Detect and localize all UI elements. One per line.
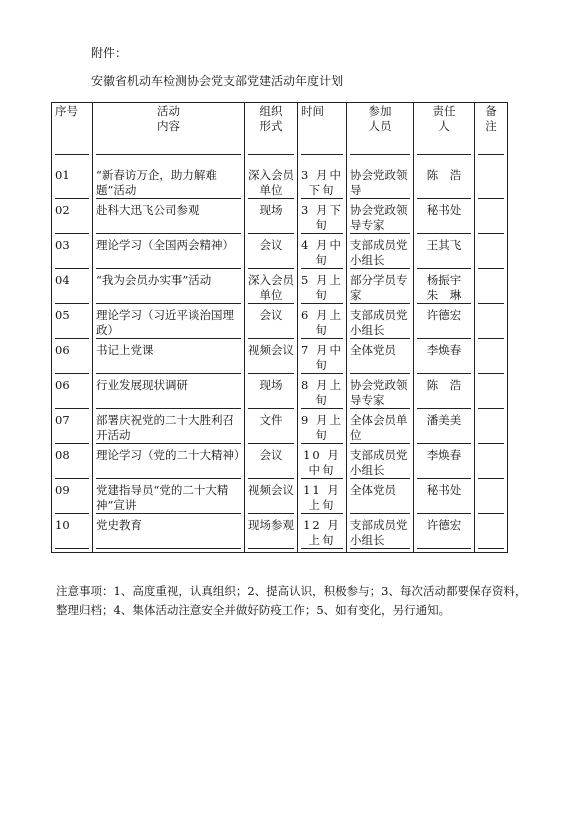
remarks <box>478 483 504 514</box>
remarks <box>478 203 504 234</box>
remarks <box>478 413 504 444</box>
table-row <box>52 517 508 553</box>
row-index: 07 <box>55 413 89 444</box>
responsible-person: 王其飞 <box>417 238 471 269</box>
organization-format: 文件 <box>248 413 294 444</box>
row-index: 01 <box>55 168 89 199</box>
participants: 部分学员专家 <box>350 273 410 304</box>
row-index: 05 <box>55 308 89 339</box>
activity-content: 行业发展现状调研 <box>96 378 241 409</box>
row-index: 02 <box>55 203 89 234</box>
activity-content: 部署庆祝党的二十大胜利召开活动 <box>96 413 241 444</box>
header-activity: 活动 内容 <box>96 104 241 155</box>
table-row <box>52 272 508 307</box>
organization-format: 会议 <box>248 448 294 479</box>
document-title: 安徽省机动车检测协会党支部党建活动年度计划 <box>91 74 344 88</box>
table-row <box>52 482 508 517</box>
time: 5 月上旬 <box>301 273 343 302</box>
table-row <box>52 412 508 447</box>
time: 12 月上旬 <box>301 518 343 549</box>
time: 9 月上旬 <box>301 413 343 442</box>
remarks <box>478 378 504 409</box>
table-row <box>52 342 508 377</box>
activity-content: “新春访万企，助力解难题”活动 <box>96 168 241 199</box>
participants: 全体会员单位 <box>350 413 410 444</box>
table-row <box>52 307 508 342</box>
remarks <box>478 343 504 374</box>
organization-format: 现场 <box>248 203 294 234</box>
remarks <box>478 518 504 549</box>
responsible-person: 李焕春 <box>417 343 471 374</box>
remarks <box>478 448 504 479</box>
header-format: 组织 形式 <box>248 104 294 155</box>
remarks <box>478 273 504 304</box>
table-row <box>52 447 508 482</box>
time: 7 月中旬 <box>301 343 343 372</box>
table-row <box>52 237 508 272</box>
time: 10 月中旬 <box>301 448 343 479</box>
row-index: 03 <box>55 238 89 269</box>
responsible-person: 潘美美 <box>417 413 471 444</box>
organization-format: 现场 <box>248 378 294 409</box>
organization-format: 现场参观 <box>248 518 294 549</box>
organization-format: 会议 <box>248 238 294 269</box>
responsible-person: 李焕春 <box>417 448 471 479</box>
activity-content: 赴科大迅飞公司参观 <box>96 203 241 234</box>
organization-format: 深入会员单位 <box>248 168 294 197</box>
table-header-row <box>52 103 508 162</box>
header-responsible: 责任 人 <box>417 104 471 155</box>
row-index: 06 <box>55 378 89 409</box>
activity-content: 理论学习（全国两会精神） <box>96 238 241 269</box>
row-index: 10 <box>55 518 89 549</box>
attachment-label: 附件： <box>91 46 128 60</box>
activity-content: 理论学习（党的二十大精神） <box>96 448 241 479</box>
remarks <box>478 238 504 269</box>
organization-format: 视频会议 <box>248 343 294 374</box>
activity-content: 书记上党课 <box>96 343 241 374</box>
activity-plan-table <box>51 102 508 553</box>
responsible-person: 杨振宇 朱 琳 <box>417 273 471 304</box>
time: 8 月上旬 <box>301 378 343 407</box>
row-index: 06 <box>55 343 89 374</box>
responsible-person: 陈 浩 <box>417 378 471 409</box>
header-index: 序号 <box>55 104 89 155</box>
responsible-person: 陈 浩 <box>417 168 471 199</box>
responsible-person: 许德宏 <box>417 518 471 549</box>
time: 4 月中旬 <box>301 238 343 267</box>
header-participants: 参加 人员 <box>350 104 410 155</box>
participants: 支部成员党小组长 <box>350 448 410 479</box>
table-row <box>52 377 508 412</box>
participants: 协会党政领导专家 <box>350 203 410 234</box>
remarks <box>478 168 504 199</box>
time: 3 月中下旬 <box>301 168 343 197</box>
participants: 全体党员 <box>350 343 410 374</box>
header-remarks: 备 注 <box>478 104 504 155</box>
time: 6 月上旬 <box>301 308 343 337</box>
participants: 协会党政领导专家 <box>350 378 410 409</box>
organization-format: 会议 <box>248 308 294 339</box>
activity-content: 党建指导员“党的二十大精神”宣讲 <box>96 483 241 514</box>
activity-content: “我为会员办实事”活动 <box>96 273 241 304</box>
participants: 全体党员 <box>350 483 410 514</box>
time: 3 月下旬 <box>301 203 343 232</box>
notes-paragraph: 注意事项：1、高度重视，认真组织；2、提高认识，积极参与；3、每次活动都要保存资料，整理归档；4、集体活动注意安全并做好防疫工作；5、如有变化，另行通知。 <box>56 584 527 617</box>
organization-format: 视频会议 <box>248 483 294 514</box>
activity-content: 党史教育 <box>96 518 241 549</box>
activity-content: 理论学习（习近平谈治国理政） <box>96 308 241 339</box>
row-index: 04 <box>55 273 89 304</box>
time: 11 月上旬 <box>301 483 343 514</box>
responsible-person: 许德宏 <box>417 308 471 339</box>
participants: 协会党政领导 <box>350 168 410 199</box>
remarks <box>478 308 504 339</box>
participants: 支部成员党小组长 <box>350 308 410 339</box>
table-row <box>52 202 508 237</box>
table-row <box>52 167 508 202</box>
organization-format: 深入会员单位 <box>248 273 294 302</box>
responsible-person: 秘书处 <box>417 483 471 514</box>
row-index: 09 <box>55 483 89 514</box>
responsible-person: 秘书处 <box>417 203 471 234</box>
header-time: 时间 <box>301 104 343 155</box>
row-index: 08 <box>55 448 89 479</box>
participants: 支部成员党小组长 <box>350 518 410 549</box>
participants: 支部成员党小组长 <box>350 238 410 269</box>
